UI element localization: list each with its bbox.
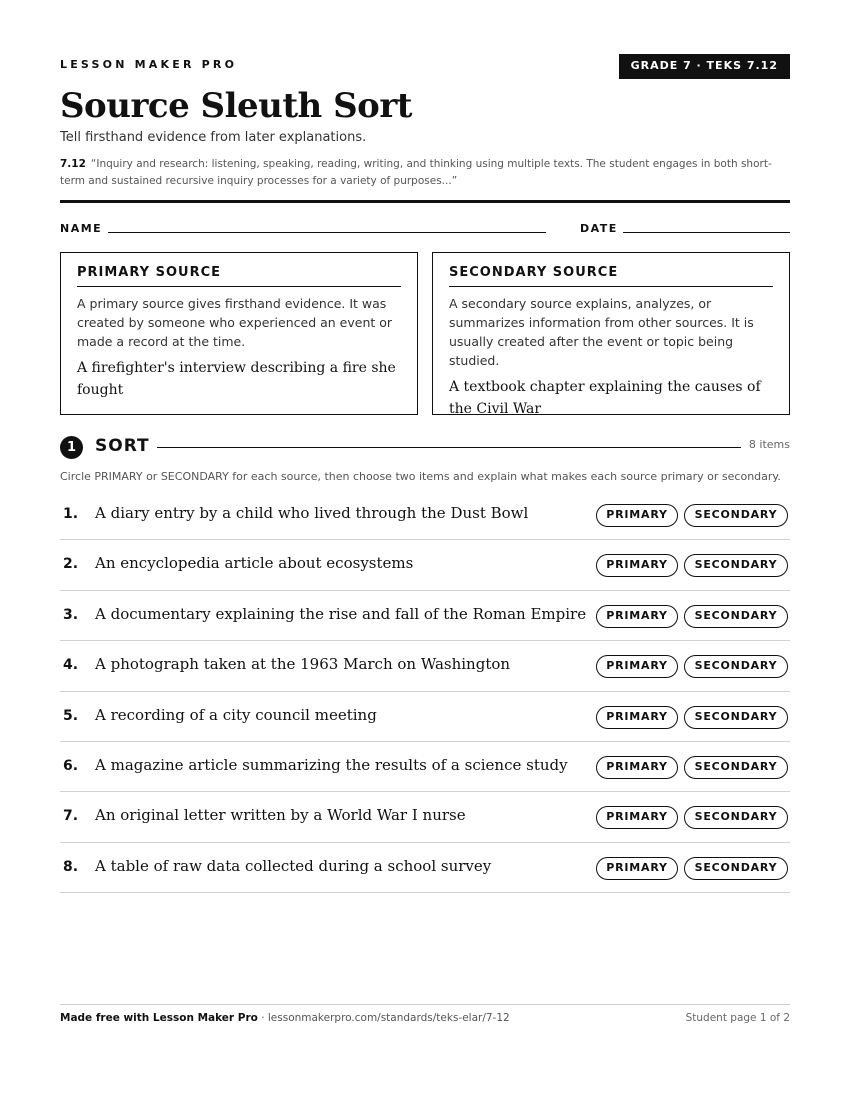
- primary-option-button[interactable]: PRIMARY: [596, 806, 678, 829]
- item-text: An encyclopedia article about ecosystems: [95, 554, 414, 573]
- page-subtitle: Tell firsthand evidence from later explanations.: [60, 130, 367, 145]
- item-number: 7.: [63, 808, 79, 825]
- secondary-option-button[interactable]: SECONDARY: [684, 706, 788, 729]
- secondary-option-button[interactable]: SECONDARY: [684, 655, 788, 678]
- section-number-badge: 1: [60, 436, 83, 459]
- primary-option-button[interactable]: PRIMARY: [596, 504, 678, 527]
- secondary-option-button[interactable]: SECONDARY: [684, 605, 788, 628]
- date-label: DATE: [580, 222, 618, 235]
- name-label: NAME: [60, 222, 103, 235]
- primary-option-button[interactable]: PRIMARY: [596, 857, 678, 880]
- secondary-option-button[interactable]: SECONDARY: [684, 806, 788, 829]
- list-item: [60, 742, 790, 792]
- section-divider: [157, 447, 741, 448]
- primary-source-title: PRIMARY SOURCE: [77, 265, 401, 287]
- secondary-source-definition: A secondary source explains, analyzes, or summarizes information from other sources. It is usually created after the event or topic being studied.: [449, 296, 754, 368]
- primary-option-button[interactable]: PRIMARY: [596, 706, 678, 729]
- primary-source-example: A firefighter's interview describing a fire she fought: [77, 360, 396, 398]
- standard-description: [60, 156, 790, 190]
- item-text: A diary entry by a child who lived through the Dust Bowl: [95, 504, 529, 522]
- footer-credit: [60, 1012, 510, 1024]
- item-text: A photograph taken at the 1963 March on Washington: [95, 655, 511, 674]
- list-item: [60, 843, 790, 893]
- item-number: 3.: [63, 606, 79, 623]
- name-field[interactable]: [108, 232, 546, 233]
- brand-name: LESSON MAKER PRO: [60, 58, 238, 71]
- footer-url[interactable]: · lessonmakerpro.com/standards/teks-elar/7-12: [257, 1012, 510, 1024]
- footer-page-number: Student page 1 of 2: [685, 1012, 790, 1024]
- footer-made-with: Made free with Lesson Maker Pro: [60, 1012, 258, 1024]
- item-number: 5.: [63, 707, 79, 724]
- list-item: [60, 641, 790, 691]
- worksheet-page: [60, 0, 790, 1100]
- list-item: [60, 490, 790, 540]
- item-text: A documentary explaining the rise and fall of the Roman Empire: [95, 604, 587, 623]
- item-number: 4.: [63, 657, 79, 674]
- sort-item-list: [60, 490, 790, 893]
- list-item: [60, 591, 790, 641]
- secondary-option-button[interactable]: SECONDARY: [684, 554, 788, 577]
- secondary-option-button[interactable]: SECONDARY: [684, 504, 788, 527]
- primary-source-definition: A primary source gives firsthand evidence. It was created by someone who experienced an event or made a record at the time.: [77, 296, 393, 349]
- section-title: SORT: [95, 436, 150, 456]
- primary-option-button[interactable]: PRIMARY: [596, 756, 678, 779]
- primary-option-button[interactable]: PRIMARY: [596, 605, 678, 628]
- primary-option-button[interactable]: PRIMARY: [596, 655, 678, 678]
- item-number: 6.: [63, 757, 79, 774]
- grade-badge: GRADE 7 · TEKS 7.12: [619, 54, 790, 79]
- item-count: 8 items: [748, 438, 790, 451]
- item-number: 1.: [63, 506, 79, 522]
- item-number: 2.: [63, 556, 79, 573]
- item-number: 8.: [63, 858, 79, 875]
- date-field[interactable]: [623, 232, 790, 233]
- primary-option-button[interactable]: PRIMARY: [596, 554, 678, 577]
- secondary-option-button[interactable]: SECONDARY: [684, 857, 788, 880]
- item-text: A recording of a city council meeting: [95, 705, 377, 724]
- item-text: An original letter written by a World War I nurse: [95, 806, 466, 825]
- standard-text: “Inquiry and research: listening, speaking, reading, writing, and thinking using multiple texts. The student engages in both short-term and sustained recursive inquiry processes for a variety of purposes...”: [60, 158, 772, 187]
- secondary-source-box: [432, 252, 790, 415]
- list-item: [60, 540, 790, 590]
- sort-directions: Circle PRIMARY or SECONDARY for each source, then choose two items and explain what makes each source primary or secondary.: [60, 470, 781, 483]
- list-item: [60, 792, 790, 842]
- item-text: A magazine article summarizing the results of a science study: [95, 755, 568, 774]
- secondary-source-example: A textbook chapter explaining the causes of the Civil War: [449, 379, 761, 417]
- header-divider: [60, 200, 790, 203]
- secondary-option-button[interactable]: SECONDARY: [684, 756, 788, 779]
- page-title: Source Sleuth Sort: [60, 86, 412, 126]
- standard-code: 7.12: [60, 158, 86, 170]
- item-text: A table of raw data collected during a school survey: [95, 856, 492, 875]
- secondary-source-title: SECONDARY SOURCE: [449, 265, 773, 287]
- primary-source-box: [60, 252, 418, 415]
- list-item: [60, 692, 790, 742]
- footer-divider: [60, 1004, 790, 1005]
